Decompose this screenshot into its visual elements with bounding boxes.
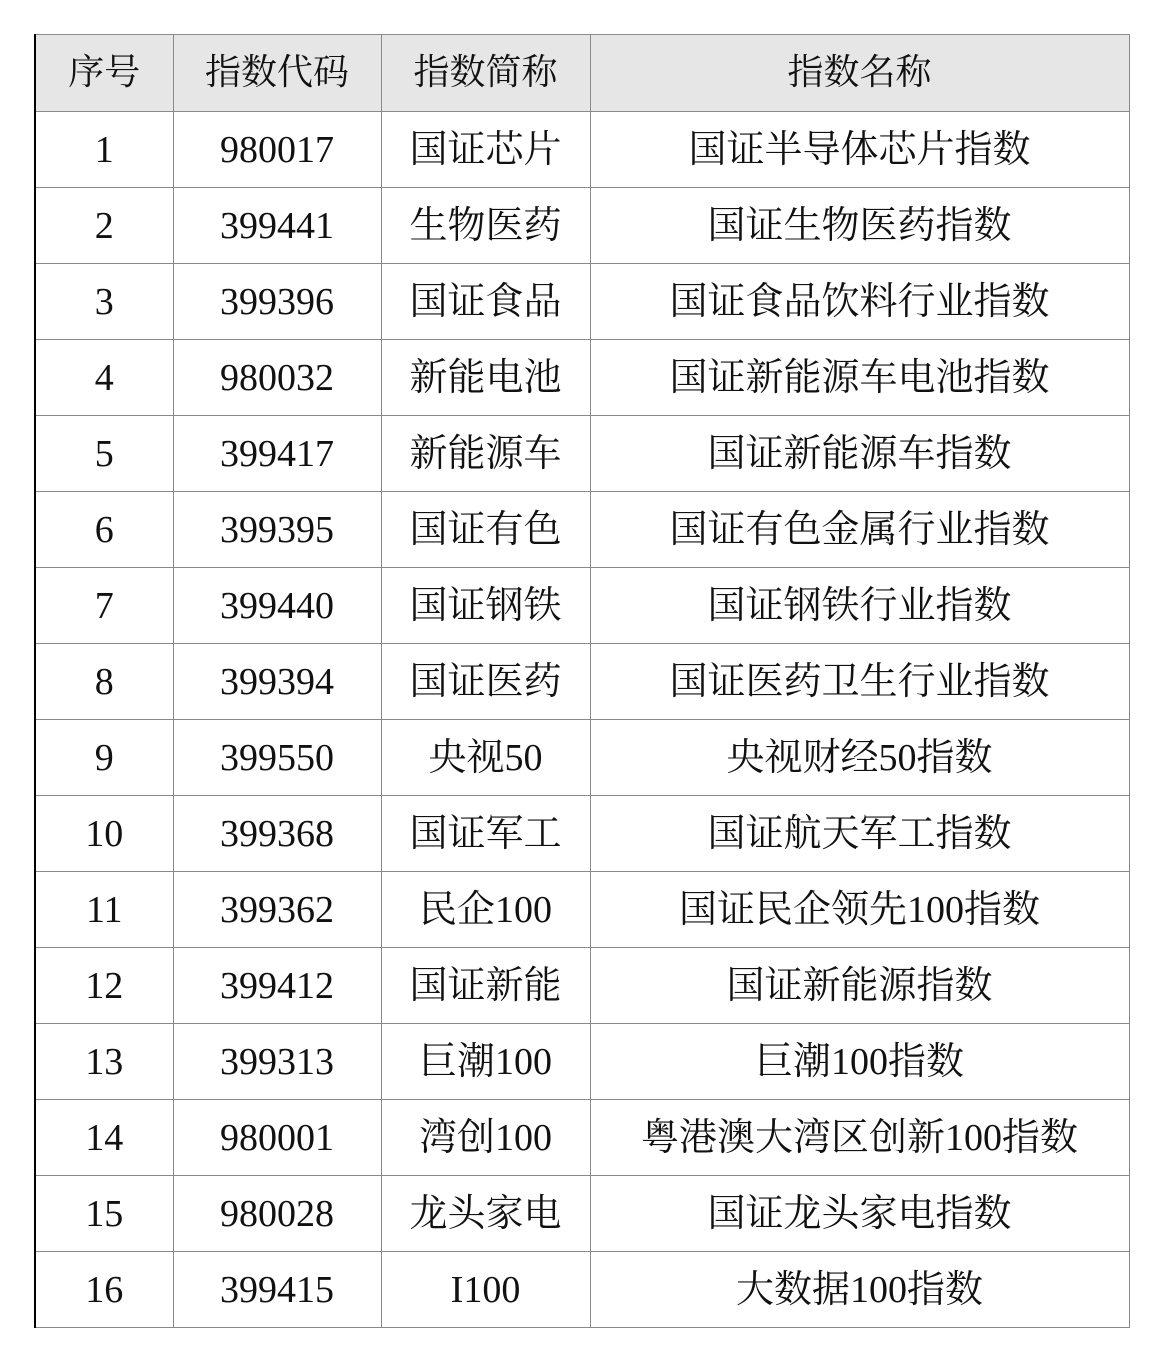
cell-index-code: 399395 (173, 492, 381, 568)
table-row (35, 416, 1129, 492)
cell-index-code: 399550 (173, 720, 381, 796)
cell-index-code: 399440 (173, 568, 381, 644)
cell-serial-number: 5 (35, 416, 173, 492)
index-table (34, 34, 1130, 1328)
table-row (35, 112, 1129, 188)
cell-index-short-name: 国证军工 (381, 796, 590, 872)
cell-index-full-name: 国证生物医药指数 (590, 188, 1129, 264)
cell-index-code: 399441 (173, 188, 381, 264)
cell-serial-number: 8 (35, 644, 173, 720)
cell-index-code: 399417 (173, 416, 381, 492)
cell-index-full-name: 央视财经50指数 (590, 720, 1129, 796)
cell-index-full-name: 国证龙头家电指数 (590, 1176, 1129, 1252)
cell-index-full-name: 巨潮100指数 (590, 1024, 1129, 1100)
cell-index-full-name: 国证有色金属行业指数 (590, 492, 1129, 568)
table-body (35, 112, 1129, 1328)
cell-serial-number: 13 (35, 1024, 173, 1100)
cell-index-full-name: 国证医药卫生行业指数 (590, 644, 1129, 720)
header-index-full-name: 指数名称 (590, 35, 1129, 112)
cell-index-short-name: 国证新能 (381, 948, 590, 1024)
cell-index-full-name: 国证半导体芯片指数 (590, 112, 1129, 188)
table-row (35, 948, 1129, 1024)
cell-index-full-name: 国证新能源指数 (590, 948, 1129, 1024)
cell-index-short-name: I100 (381, 1252, 590, 1328)
cell-index-code: 399412 (173, 948, 381, 1024)
cell-index-code: 399362 (173, 872, 381, 948)
cell-index-short-name: 巨潮100 (381, 1024, 590, 1100)
table-row (35, 720, 1129, 796)
table-row (35, 568, 1129, 644)
table-row (35, 264, 1129, 340)
cell-index-full-name: 国证新能源车电池指数 (590, 340, 1129, 416)
cell-index-code: 399394 (173, 644, 381, 720)
cell-index-short-name: 民企100 (381, 872, 590, 948)
header-serial-number: 序号 (35, 35, 173, 112)
cell-index-full-name: 国证食品饮料行业指数 (590, 264, 1129, 340)
cell-serial-number: 7 (35, 568, 173, 644)
table-row (35, 1252, 1129, 1328)
header-row (35, 35, 1129, 112)
cell-index-full-name: 国证民企领先100指数 (590, 872, 1129, 948)
table-row (35, 340, 1129, 416)
header-index-code: 指数代码 (173, 35, 381, 112)
cell-serial-number: 11 (35, 872, 173, 948)
cell-index-short-name: 新能源车 (381, 416, 590, 492)
table-row (35, 872, 1129, 948)
cell-index-code: 399313 (173, 1024, 381, 1100)
cell-index-full-name: 国证新能源车指数 (590, 416, 1129, 492)
cell-index-short-name: 国证医药 (381, 644, 590, 720)
cell-index-code: 399396 (173, 264, 381, 340)
cell-serial-number: 16 (35, 1252, 173, 1328)
cell-serial-number: 6 (35, 492, 173, 568)
cell-index-full-name: 大数据100指数 (590, 1252, 1129, 1328)
cell-serial-number: 4 (35, 340, 173, 416)
cell-serial-number: 3 (35, 264, 173, 340)
cell-index-full-name: 国证航天军工指数 (590, 796, 1129, 872)
cell-index-short-name: 国证钢铁 (381, 568, 590, 644)
cell-serial-number: 2 (35, 188, 173, 264)
table-header (35, 35, 1129, 112)
cell-index-code: 980017 (173, 112, 381, 188)
cell-index-full-name: 国证钢铁行业指数 (590, 568, 1129, 644)
cell-index-short-name: 国证有色 (381, 492, 590, 568)
cell-index-short-name: 新能电池 (381, 340, 590, 416)
table-row (35, 644, 1129, 720)
table-row (35, 188, 1129, 264)
table-row (35, 1176, 1129, 1252)
header-index-short-name: 指数简称 (381, 35, 590, 112)
cell-index-short-name: 龙头家电 (381, 1176, 590, 1252)
cell-index-short-name: 湾创100 (381, 1100, 590, 1176)
cell-index-code: 399415 (173, 1252, 381, 1328)
table-row (35, 1024, 1129, 1100)
index-table-container (34, 34, 1128, 1328)
cell-index-code: 980032 (173, 340, 381, 416)
cell-index-short-name: 国证芯片 (381, 112, 590, 188)
table-row (35, 1100, 1129, 1176)
cell-index-code: 980028 (173, 1176, 381, 1252)
cell-serial-number: 15 (35, 1176, 173, 1252)
cell-index-short-name: 国证食品 (381, 264, 590, 340)
cell-index-code: 980001 (173, 1100, 381, 1176)
cell-index-code: 399368 (173, 796, 381, 872)
table-row (35, 492, 1129, 568)
cell-serial-number: 1 (35, 112, 173, 188)
table-row (35, 796, 1129, 872)
cell-index-full-name: 粤港澳大湾区创新100指数 (590, 1100, 1129, 1176)
cell-index-short-name: 央视50 (381, 720, 590, 796)
cell-serial-number: 9 (35, 720, 173, 796)
cell-serial-number: 10 (35, 796, 173, 872)
cell-serial-number: 14 (35, 1100, 173, 1176)
cell-index-short-name: 生物医药 (381, 188, 590, 264)
cell-serial-number: 12 (35, 948, 173, 1024)
